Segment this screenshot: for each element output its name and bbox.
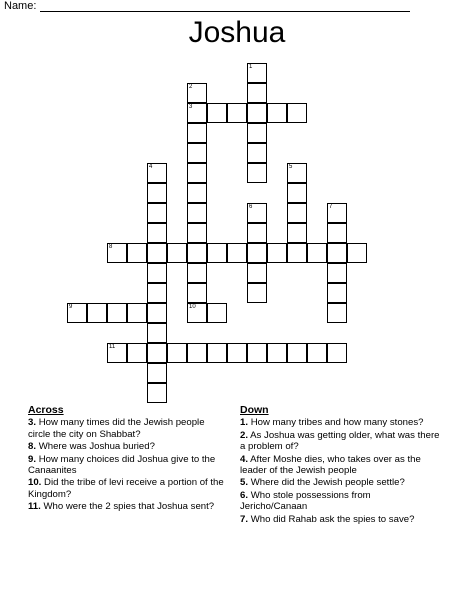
grid-cell[interactable] xyxy=(67,303,87,323)
grid-cell[interactable] xyxy=(187,243,207,263)
grid-cell[interactable] xyxy=(227,243,247,263)
grid-cell[interactable] xyxy=(187,183,207,203)
grid-cell[interactable] xyxy=(247,163,267,183)
grid-cell[interactable] xyxy=(307,343,327,363)
grid-cell[interactable] xyxy=(187,303,207,323)
grid-cell[interactable] xyxy=(267,243,287,263)
across-heading: Across xyxy=(28,404,64,416)
down-heading: Down xyxy=(240,404,269,416)
grid-cell[interactable] xyxy=(247,63,267,83)
clue-number: 3 xyxy=(189,104,193,110)
grid-cell[interactable] xyxy=(227,343,247,363)
grid-cell[interactable] xyxy=(347,243,367,263)
grid-cell[interactable] xyxy=(287,203,307,223)
clue-number: 5 xyxy=(289,164,293,170)
clue-down-4: 4. After Moshe dies, who takes over as the leader of the Jewish people xyxy=(240,453,421,477)
grid-cell[interactable] xyxy=(147,223,167,243)
grid-cell[interactable] xyxy=(147,243,167,263)
clue-number: 2 xyxy=(189,84,193,90)
clue-down-7: 7. Who did Rahab ask the spies to save? xyxy=(240,513,415,525)
grid-cell[interactable] xyxy=(247,143,267,163)
grid-cell[interactable] xyxy=(147,363,167,383)
grid-cell[interactable] xyxy=(147,283,167,303)
clue-number: 8 xyxy=(109,244,113,250)
grid-cell[interactable] xyxy=(247,123,267,143)
grid-cell[interactable] xyxy=(287,243,307,263)
page-title: Joshua xyxy=(188,16,286,49)
grid-cell[interactable] xyxy=(207,103,227,123)
grid-cell[interactable] xyxy=(147,323,167,343)
grid-cell[interactable] xyxy=(127,303,147,323)
grid-cell[interactable] xyxy=(287,343,307,363)
name-label: Name: xyxy=(4,0,37,12)
grid-cell[interactable] xyxy=(247,283,267,303)
grid-cell[interactable] xyxy=(147,303,167,323)
grid-cell[interactable] xyxy=(107,303,127,323)
grid-cell[interactable] xyxy=(127,243,147,263)
grid-cell[interactable] xyxy=(147,203,167,223)
grid-cell[interactable] xyxy=(287,103,307,123)
clue-number: 10 xyxy=(189,304,196,310)
clue-down-6: 6. Who stole possessions from Jericho/Canaan xyxy=(240,489,371,513)
clue-down-2: 2. As Joshua was getting older, what was there a problem of? xyxy=(240,429,440,453)
grid-cell[interactable] xyxy=(147,343,167,363)
grid-cell[interactable] xyxy=(87,303,107,323)
grid-cell[interactable] xyxy=(247,263,267,283)
grid-cell[interactable] xyxy=(327,283,347,303)
clue-down-5: 5. Where did the Jewish people settle? xyxy=(240,477,405,489)
grid-cell[interactable] xyxy=(187,283,207,303)
clue-number: 6 xyxy=(249,204,253,210)
clue-number: 9 xyxy=(69,304,73,310)
clue-across-8: 8. Where was Joshua buried? xyxy=(28,441,155,453)
grid-cell[interactable] xyxy=(307,243,327,263)
grid-cell[interactable] xyxy=(267,103,287,123)
grid-cell[interactable] xyxy=(247,103,267,123)
clue-number: 11 xyxy=(109,344,116,350)
grid-cell[interactable] xyxy=(207,243,227,263)
clue-number: 4 xyxy=(149,164,153,170)
grid-cell[interactable] xyxy=(247,223,267,243)
grid-cell[interactable] xyxy=(327,303,347,323)
grid-cell[interactable] xyxy=(327,243,347,263)
grid-cell[interactable] xyxy=(227,103,247,123)
grid-cell[interactable] xyxy=(287,183,307,203)
grid-cell[interactable] xyxy=(107,243,127,263)
grid-cell[interactable] xyxy=(147,383,167,403)
grid-cell[interactable] xyxy=(247,343,267,363)
grid-cell[interactable] xyxy=(287,223,307,243)
grid-cell[interactable] xyxy=(247,83,267,103)
grid-cell[interactable] xyxy=(187,223,207,243)
grid-cell[interactable] xyxy=(287,163,307,183)
clue-across-10: 10. Did the tribe of levi receive a portion of the Kingdom? xyxy=(28,477,224,500)
grid-cell[interactable] xyxy=(147,263,167,283)
grid-cell[interactable] xyxy=(247,243,267,263)
grid-cell[interactable] xyxy=(187,263,207,283)
grid-cell[interactable] xyxy=(207,343,227,363)
grid-cell[interactable] xyxy=(267,343,287,363)
grid-cell[interactable] xyxy=(127,343,147,363)
grid-cell[interactable] xyxy=(107,343,127,363)
grid-cell[interactable] xyxy=(327,343,347,363)
grid-cell[interactable] xyxy=(207,303,227,323)
grid-cell[interactable] xyxy=(327,263,347,283)
grid-cell[interactable] xyxy=(187,103,207,123)
clue-number: 7 xyxy=(329,204,333,210)
grid-cell[interactable] xyxy=(247,203,267,223)
grid-cell[interactable] xyxy=(167,343,187,363)
grid-cell[interactable] xyxy=(167,243,187,263)
clue-down-1: 1. How many tribes and how many stones? xyxy=(240,417,424,429)
grid-cell[interactable] xyxy=(147,163,167,183)
grid-cell[interactable] xyxy=(327,223,347,243)
grid-cell[interactable] xyxy=(147,183,167,203)
across-clues xyxy=(28,405,228,514)
grid-cell[interactable] xyxy=(187,143,207,163)
grid-cell[interactable] xyxy=(187,203,207,223)
clue-across-9: 9. How many choices did Joshua give to the Canaanites xyxy=(28,453,216,477)
grid-cell[interactable] xyxy=(187,343,207,363)
down-clues xyxy=(240,405,440,526)
clue-across-11: 11. Who were the 2 spies that Joshua sent? xyxy=(28,501,215,513)
grid-cell[interactable] xyxy=(187,163,207,183)
clue-number: 1 xyxy=(249,64,253,70)
grid-cell[interactable] xyxy=(187,83,207,103)
grid-cell[interactable] xyxy=(187,123,207,143)
grid-cell[interactable] xyxy=(327,203,347,223)
clue-across-3: 3. How many times did the Jewish people circle the city on Shabbat? xyxy=(28,417,205,440)
